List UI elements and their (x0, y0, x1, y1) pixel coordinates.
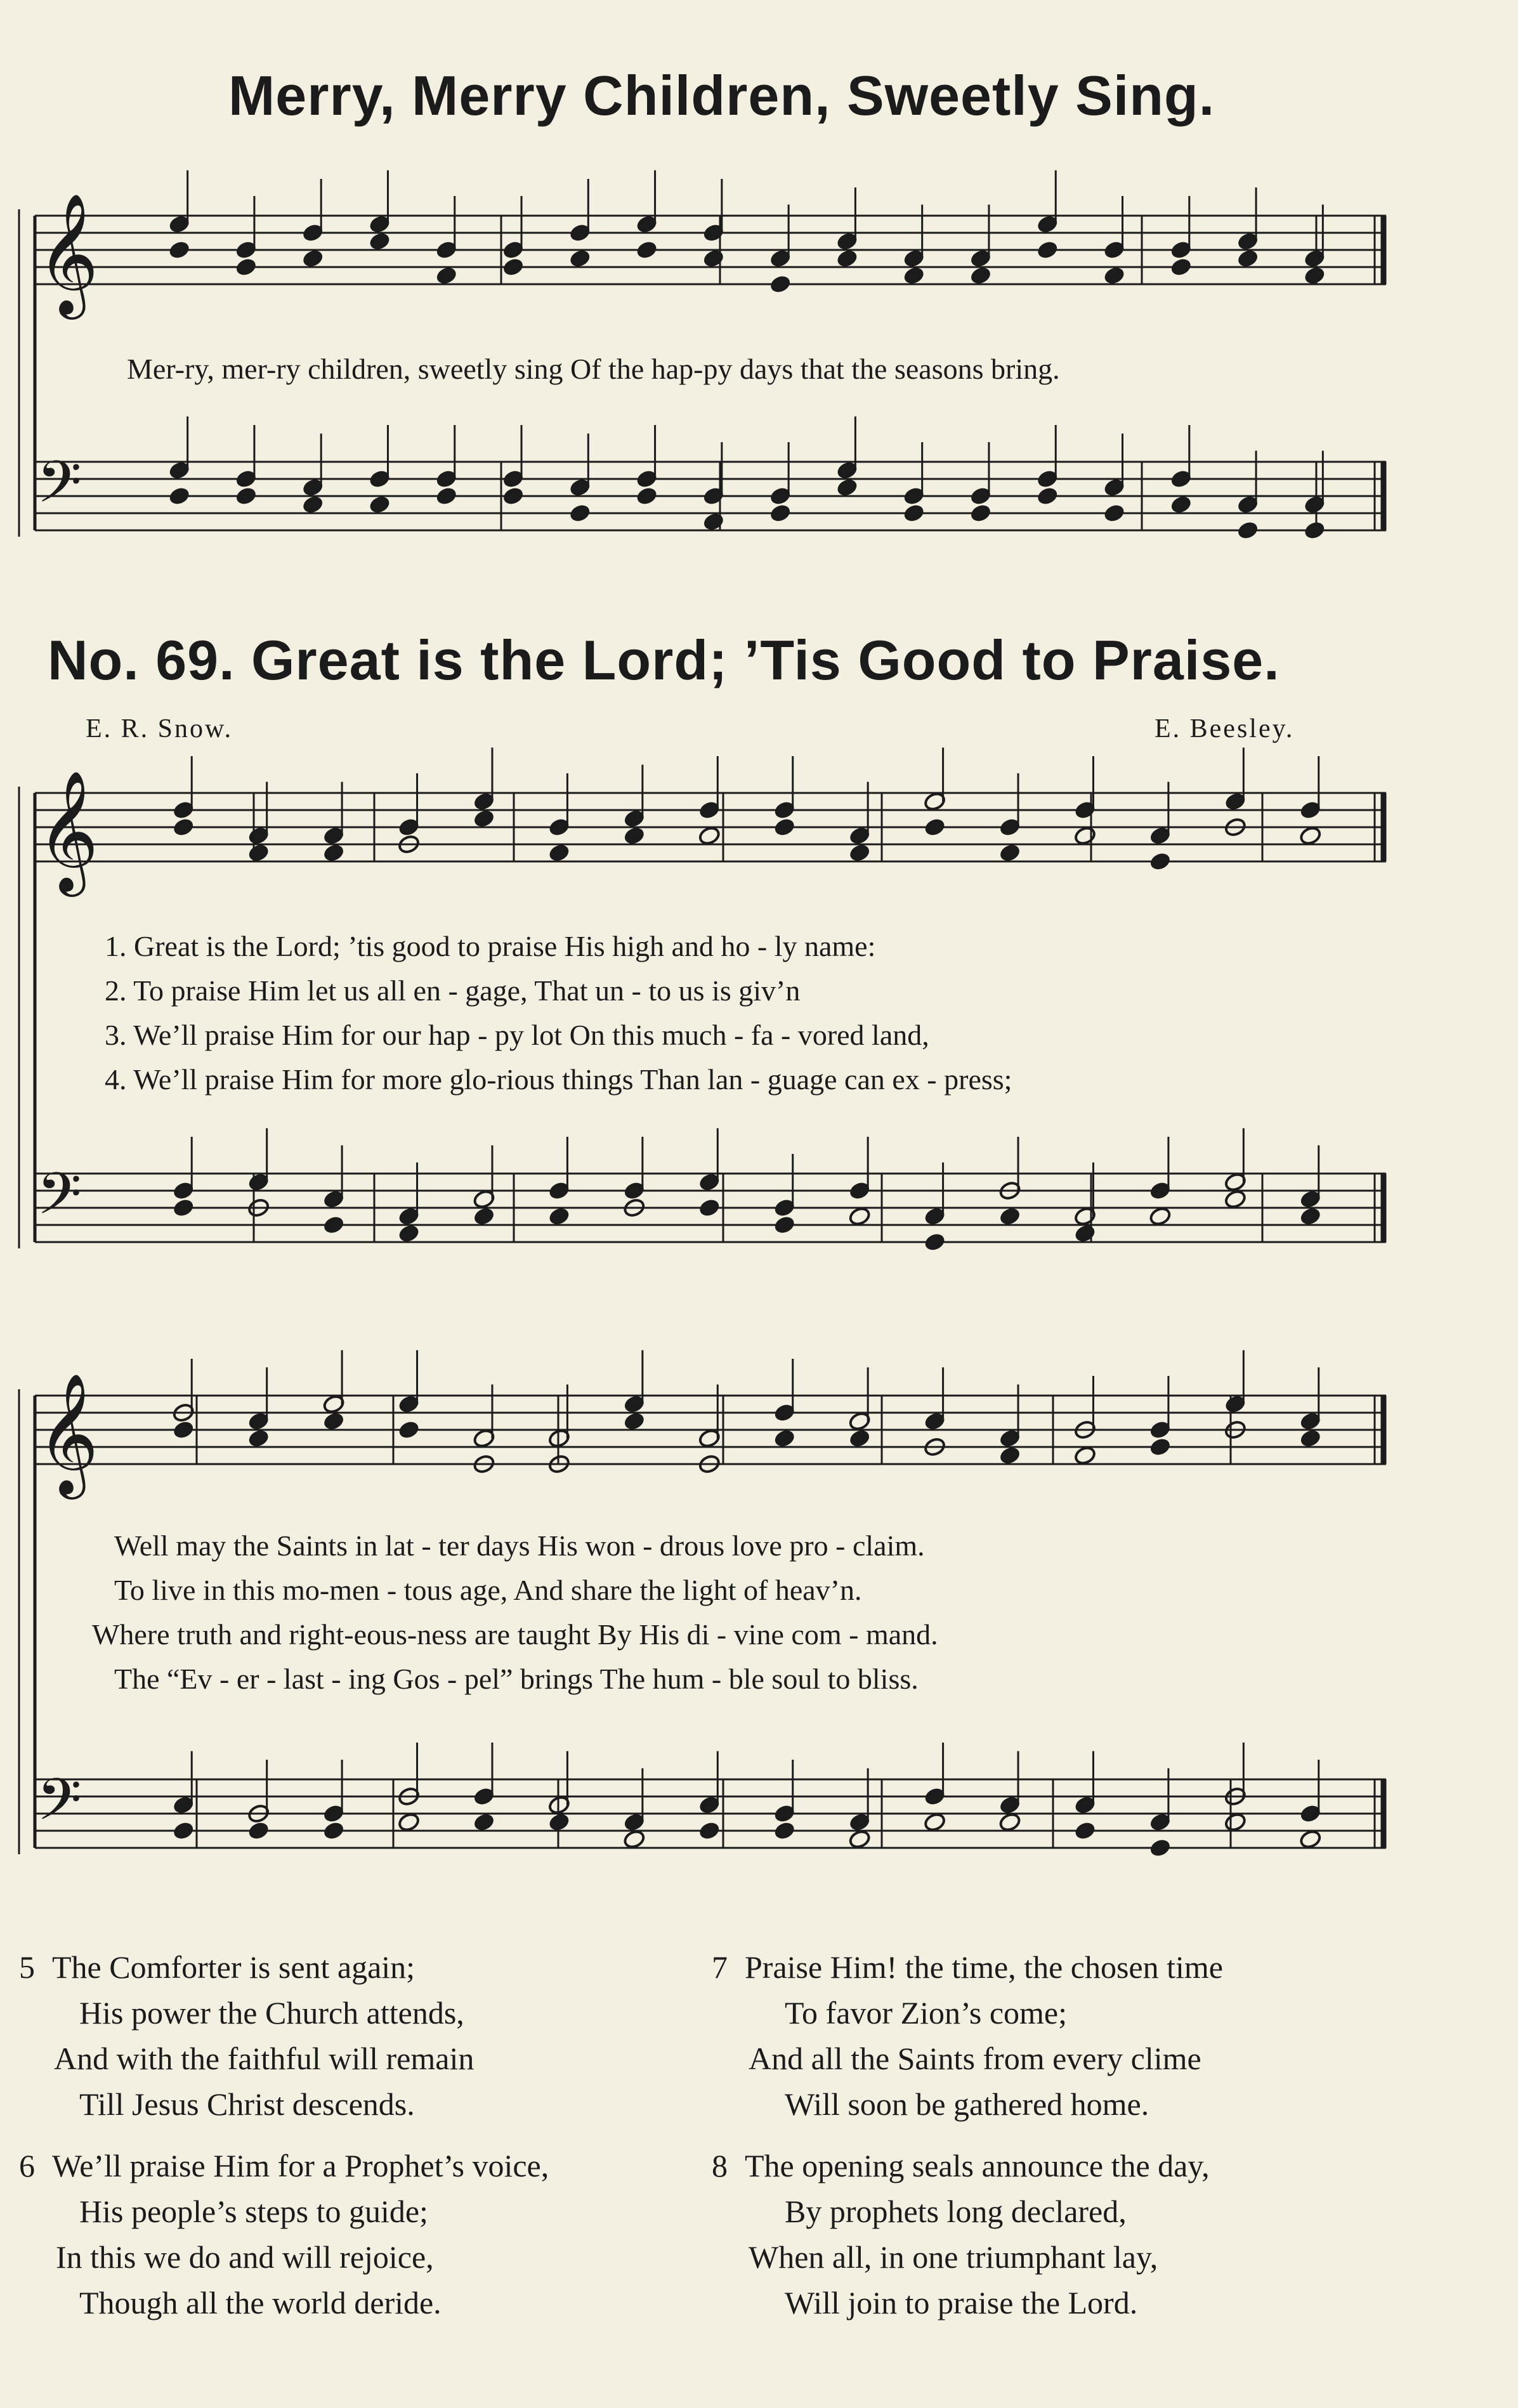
song-title-merry: Merry, Merry Children, Sweetly Sing. (228, 64, 1215, 127)
note-head (1073, 1223, 1096, 1244)
note-head (568, 248, 591, 269)
note-head (1073, 825, 1096, 846)
note-head (902, 265, 925, 286)
note-head (1299, 1829, 1322, 1850)
note-head (1303, 265, 1326, 286)
verse-line: In this we do and will rejoice, (56, 2239, 434, 2275)
note-head (1299, 1428, 1322, 1449)
bass-clef-icon: 𝄢 (37, 448, 82, 530)
note-head (773, 1428, 795, 1449)
note-head (473, 1206, 495, 1227)
verse-line: By prophets long declared, (785, 2194, 1127, 2229)
stanza-1-line-b: Well may the Saints in lat - ter days His won - drous love pro - claim. (114, 1529, 925, 1562)
note-head (1303, 520, 1326, 541)
note-head (322, 1411, 345, 1432)
bass-clef-icon: 𝄢 (37, 1766, 82, 1847)
note-head (635, 486, 658, 507)
note-head (698, 825, 721, 846)
verse-line: Will soon be gathered home. (785, 2086, 1149, 2122)
note-head (167, 486, 190, 507)
note-head (698, 1198, 721, 1219)
author-credit: E. R. Snow. (86, 714, 233, 743)
note-head (167, 240, 190, 261)
note-head (635, 240, 658, 261)
note-head (397, 1223, 420, 1244)
note-head (172, 1821, 195, 1842)
note-head (397, 1812, 420, 1833)
note-head (322, 1215, 345, 1236)
note-head (301, 248, 324, 269)
note-head (1149, 1206, 1172, 1227)
note-head (702, 248, 725, 269)
note-head (247, 1428, 270, 1449)
verse-7 (712, 1944, 1223, 2127)
note-head (473, 1812, 495, 1833)
note-head (1236, 248, 1259, 269)
verse-line: His people’s steps to guide; (79, 2194, 428, 2229)
note-head (568, 503, 591, 524)
note-head (835, 477, 858, 498)
note-head (998, 1206, 1021, 1227)
note-head (698, 1821, 721, 1842)
stanza-4-line-b: The “Ev - er - last - ing Gos - pel” brings The hum - ble soul to bliss. (114, 1663, 919, 1695)
note-head (547, 842, 570, 863)
note-head (1149, 851, 1172, 872)
note-head (773, 1821, 795, 1842)
stanza-4-line-a: 4. We’ll praise Him for more glo-rious things Than lan - guage can ex - press; (105, 1063, 1012, 1096)
note-head (848, 1829, 871, 1850)
note-head (247, 1821, 270, 1842)
verse-line: His power the Church attends, (79, 1995, 464, 2031)
note-head (848, 1206, 871, 1227)
treble-clef-icon: 𝄞 (37, 1372, 99, 1494)
note-head (848, 1428, 871, 1449)
verse-line: When all, in one triumphant lay, (749, 2239, 1158, 2275)
verse-number: 5 (19, 1949, 35, 1985)
verse-number: 8 (712, 2148, 728, 2183)
note-head (773, 1215, 795, 1236)
note-head (397, 1420, 420, 1441)
note-head (1036, 240, 1059, 261)
note-head (773, 817, 795, 838)
note-head (1224, 1812, 1246, 1833)
verse-line: And all the Saints from every clime (749, 2041, 1201, 2076)
note-head (1236, 520, 1259, 541)
note-head (923, 817, 946, 838)
note-head (923, 1812, 946, 1833)
note-head (623, 1829, 646, 1850)
note-head (702, 511, 725, 532)
note-head (969, 503, 992, 524)
note-head (1170, 494, 1193, 515)
note-head (848, 842, 871, 863)
stanza-3-line-b: Where truth and right-eous-ness are taught By His di - vine com - mand. (92, 1618, 938, 1651)
note-head (301, 494, 324, 515)
composer-credit: E. Beesley. (1155, 714, 1295, 743)
note-head (623, 1411, 646, 1432)
note-head (769, 503, 792, 524)
note-head (1299, 1206, 1322, 1227)
note-head (1073, 1821, 1096, 1842)
verse-number: 6 (19, 2148, 35, 2183)
note-head (172, 1198, 195, 1219)
note-head (368, 494, 391, 515)
note-head (623, 825, 646, 846)
note-head (172, 817, 195, 838)
note-head (235, 257, 258, 278)
note-head (435, 486, 458, 507)
note-head (547, 1206, 570, 1227)
verse-number: 7 (712, 1949, 728, 1985)
note-head (969, 265, 992, 286)
note-head (322, 1821, 345, 1842)
verse-5 (19, 1944, 474, 2127)
note-head (1149, 1437, 1172, 1458)
note-head (1036, 486, 1059, 507)
stanza-1-line-a: 1. Great is the Lord; ’tis good to praise His high and ho - ly name: (105, 930, 876, 962)
note-head (1073, 1445, 1096, 1466)
note-head (172, 1420, 195, 1441)
verse-line: And with the faithful will remain (54, 2041, 474, 2076)
note-head (547, 1812, 570, 1833)
note-head (1170, 257, 1193, 278)
lyric-merry: Mer-ry, mer-ry children, sweetly sing Of the hap-py days that the seasons bring. (127, 353, 1060, 385)
note-head (902, 503, 925, 524)
note-head (998, 842, 1021, 863)
verse-line: Will join to praise the Lord. (785, 2285, 1138, 2320)
note-head (1103, 265, 1125, 286)
note-head (1149, 1838, 1172, 1859)
bass-clef-icon: 𝄢 (37, 1160, 82, 1241)
verse-line: The Comforter is sent again; (52, 1949, 415, 1985)
note-head (502, 257, 525, 278)
note-head (1299, 825, 1322, 846)
verse-6 (19, 2143, 549, 2326)
note-head (322, 842, 345, 863)
treble-clef-icon: 𝄞 (37, 769, 99, 891)
note-head (835, 248, 858, 269)
note-head (923, 1232, 946, 1253)
note-head (235, 486, 258, 507)
note-head (247, 842, 270, 863)
verse-line: Though all the world deride. (79, 2285, 442, 2320)
note-head (769, 274, 792, 295)
stanza-3-line-a: 3. We’ll praise Him for our hap - py lot On this much - fa - vored land, (105, 1019, 929, 1051)
note-head (1224, 1189, 1246, 1210)
treble-clef-icon: 𝄞 (37, 192, 99, 314)
verse-line: To favor Zion’s come; (785, 1995, 1067, 2031)
stanza-2-line-a: 2. To praise Him let us all en - gage, That un - to us is giv’n (105, 974, 801, 1007)
verse-line: We’ll praise Him for a Prophet’s voice, (52, 2148, 549, 2183)
note-head (473, 808, 495, 829)
verse-8 (712, 2143, 1210, 2326)
verse-line: Till Jesus Christ descends. (79, 2086, 415, 2122)
stanza-2-line-b: To live in this mo-men - tous age, And share the light of heav’n. (114, 1574, 862, 1606)
verse-line: Praise Him! the time, the chosen time (745, 1949, 1223, 1985)
hymn-title: No. 69. Great is the Lord; ’Tis Good to Praise. (48, 629, 1280, 691)
note-head (502, 486, 525, 507)
verse-line: The opening seals announce the day, (745, 2148, 1210, 2183)
note-head (1103, 503, 1125, 524)
note-head (368, 231, 391, 252)
note-head (998, 1812, 1021, 1833)
note-head (435, 265, 458, 286)
note-head (998, 1445, 1021, 1466)
